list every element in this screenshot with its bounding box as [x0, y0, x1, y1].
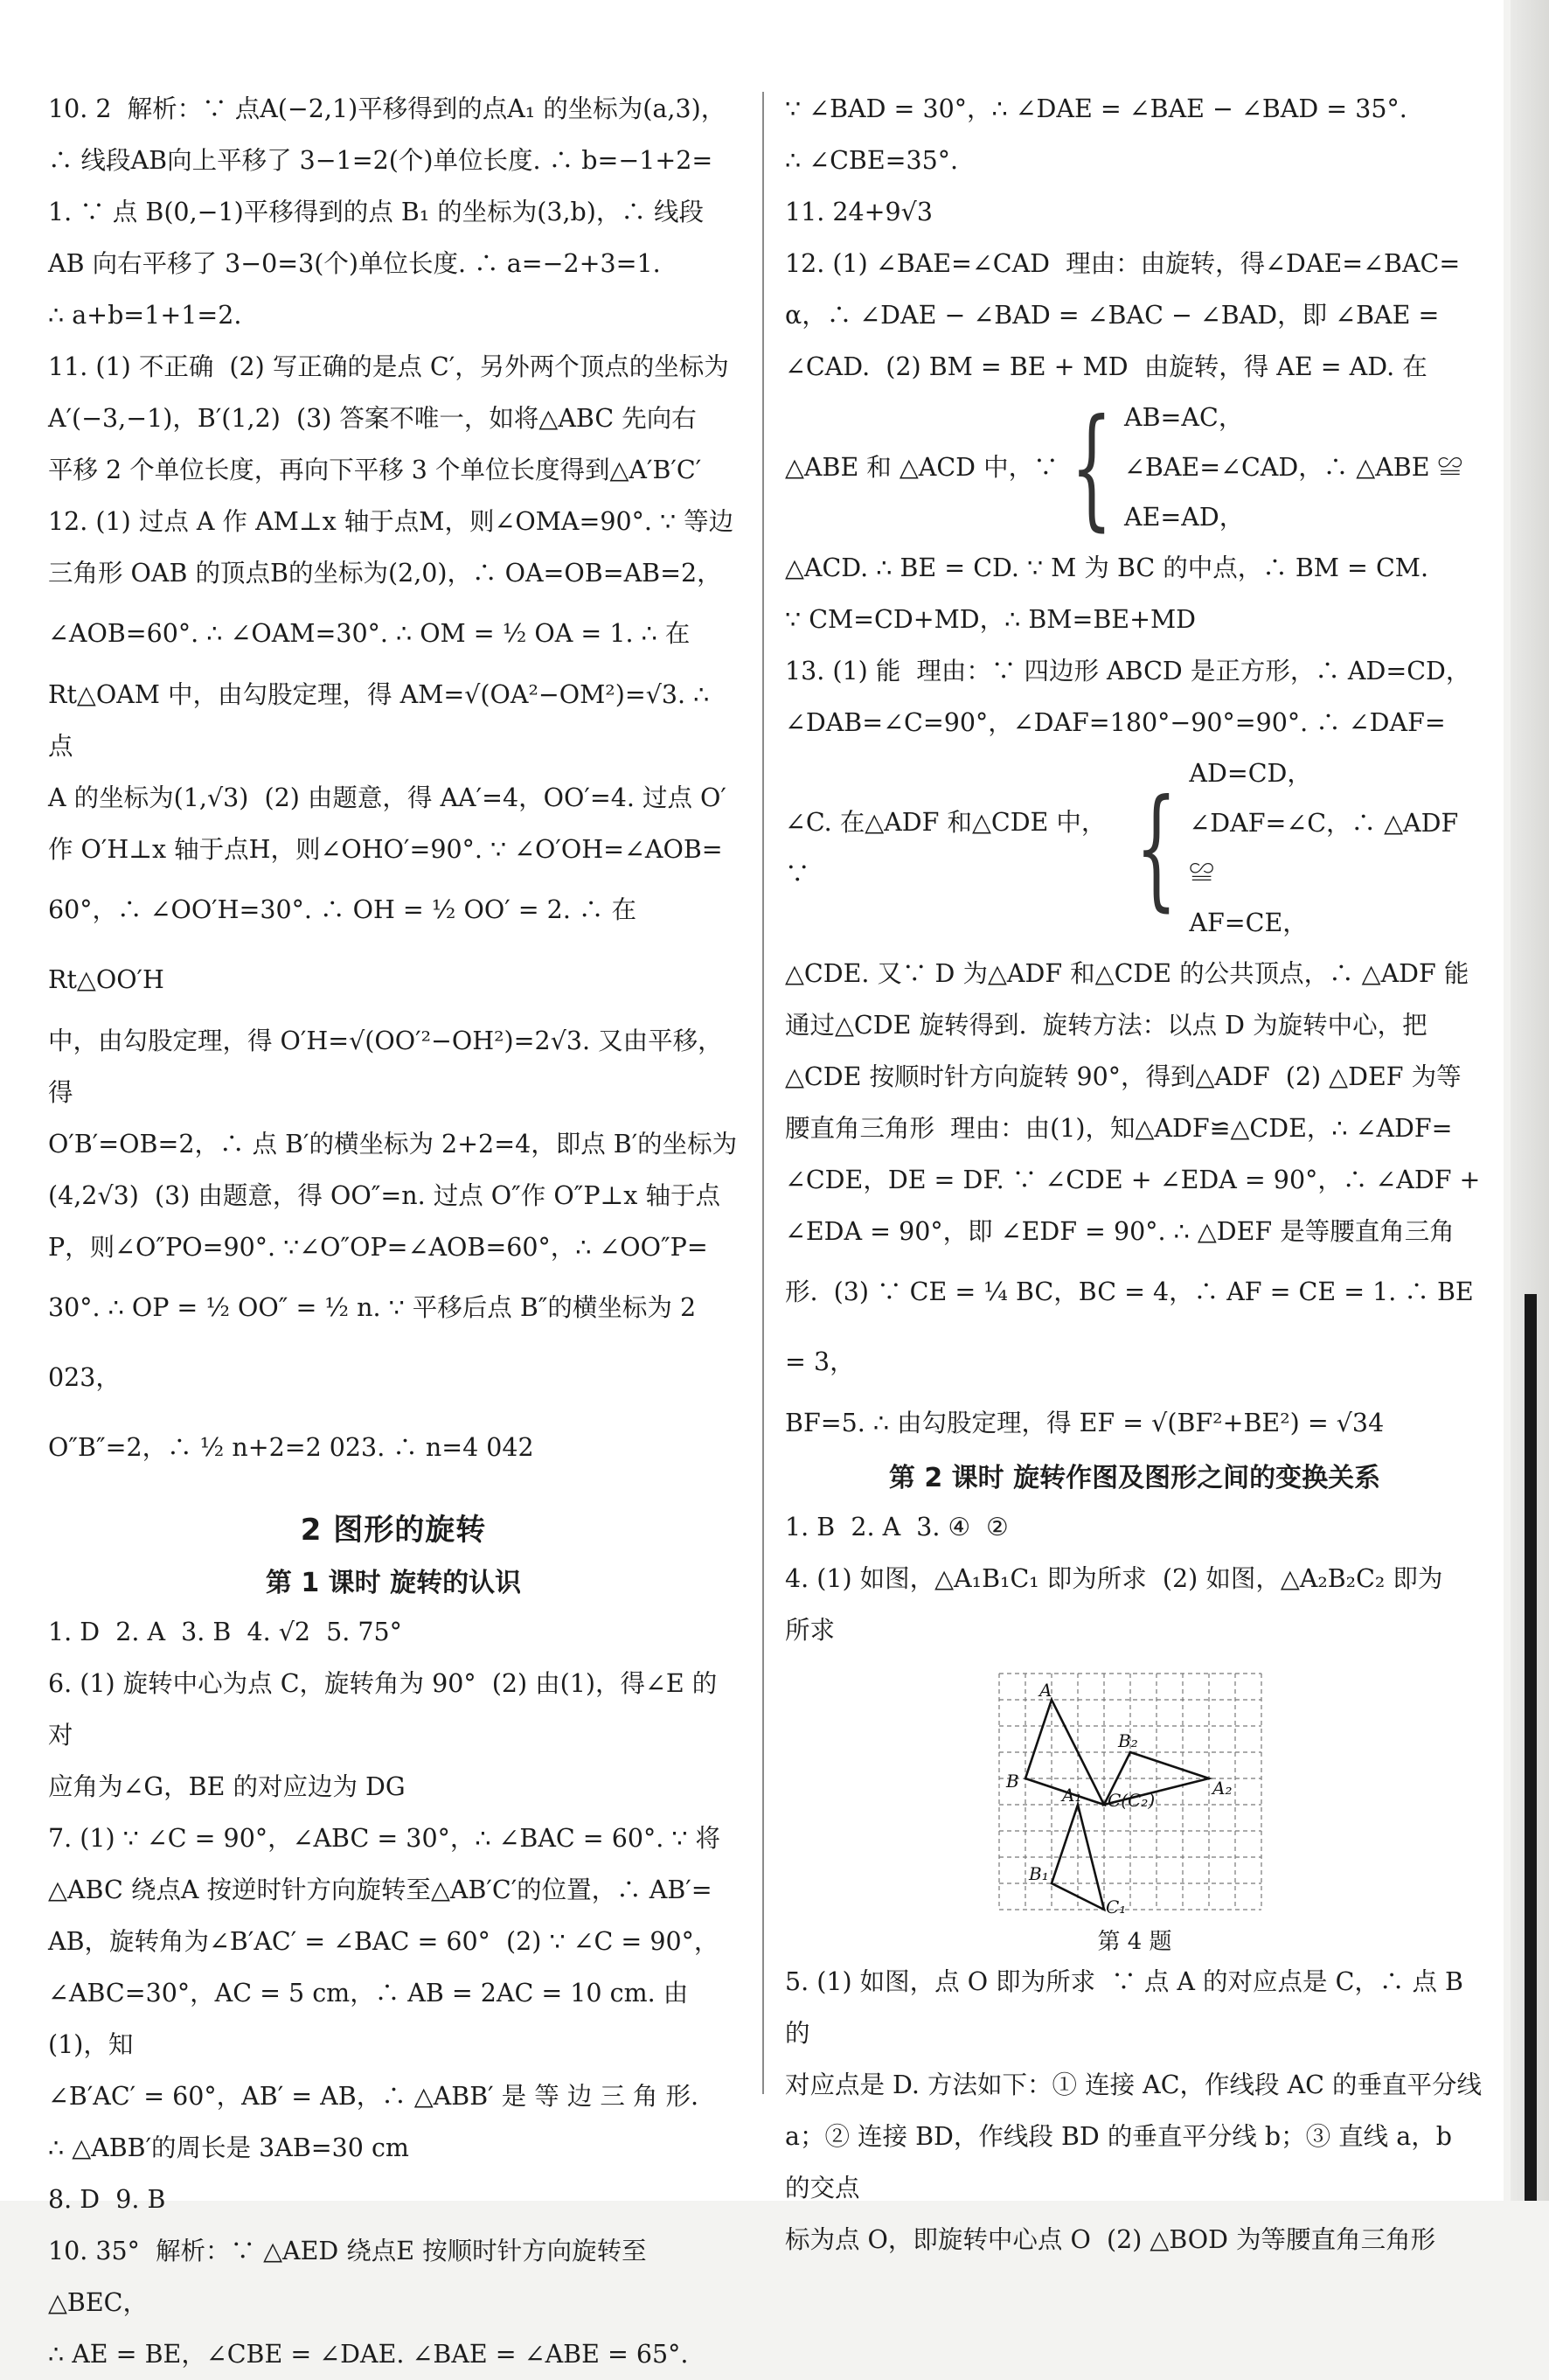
- text-line: ∠CDE，DE = DF. ∵ ∠CDE + ∠EDA = 90°，∴ ∠ADF +: [785, 1166, 1481, 1194]
- text-line: AB，旋转角为∠B′AC′ = ∠BAC = 60° (2) ∵ ∠C = 90°，: [48, 1927, 719, 1956]
- text-line: 三角形 OAB 的顶点B的坐标为(2,0)，∴ OA=OB=AB=2，: [48, 559, 722, 588]
- text-line: ∵ CM=CD+MD，∴ BM=BE+MD: [785, 605, 1196, 634]
- system-lines: [1189, 748, 1484, 948]
- text-line: 13. (1) 能 理由：∵ 四边形 ABCD 是正方形，∴ AD=CD，: [785, 657, 1471, 685]
- text-line: AB 向右平移了 3−0=3(个)单位长度. ∴ a=−2+3=1.: [48, 249, 661, 278]
- text-line: 1. B 2. A 3. ④ ②: [785, 1513, 1009, 1541]
- text-line: △CDE 按顺时针方向旋转 90°，得到△ADF (2) △DEF 为等: [785, 1062, 1462, 1091]
- system-line: AD=CD，: [1189, 759, 1312, 788]
- equation-system-1: [785, 393, 1484, 542]
- text-line: 中，由勾股定理，得 O′H=√(OO′²−OH²)=2√3. 又由平移，得: [48, 1026, 723, 1107]
- text-line: 5. (1) 如图，点 O 即为所求 ∵ 点 A 的对应点是 C，∴ 点 B 的: [785, 1967, 1472, 2048]
- text-line: 对应点是 D. 方法如下：① 连接 AC，作线段 AC 的垂直平分线: [785, 2070, 1483, 2099]
- text-line: ∠B′AC′ = 60°，AB′ = AB，∴ △ABB′ 是 等 边 三 角 形.: [48, 2082, 699, 2111]
- text-line: 6. (1) 旋转中心为点 C，旋转角为 90° (2) 由(1)，得∠E 的对: [48, 1669, 718, 1750]
- text-line: 平移 2 个单位长度，再向下平移 3 个单位长度得到△A′B′C′: [48, 456, 702, 484]
- text-line: ∠ABC=30°，AC = 5 cm，∴ AB = 2AC = 10 cm. 由(1)，知: [48, 1979, 689, 2059]
- text-line: 应角为∠G，BE 的对应边为 DG: [48, 1772, 406, 1801]
- text-line: P，则∠O″PO=90°. ∵∠O″OP=∠AOB=60°，∴ ∠OO″P=: [48, 1233, 708, 1262]
- right-column: [785, 83, 1484, 2265]
- text-line: △CDE. 又∵ D 为△ADF 和△CDE 的公共顶点，∴ △ADF 能: [785, 959, 1469, 988]
- system-lead-text: ∠C. 在△ADF 和△CDE 中，∵: [785, 808, 1107, 888]
- text-line: 60°，∴ ∠OO′H=30°. ∴ OH = ½ OO′ = 2. ∴ 在 Rt△OO′H: [48, 895, 645, 994]
- label-B1: B₁: [1029, 1863, 1049, 1884]
- text-line: 7. (1) ∵ ∠C = 90°，∠ABC = 30°，∴ ∠BAC = 60°. ∵ 将: [48, 1824, 721, 1853]
- label-B2: B₂: [1118, 1730, 1138, 1751]
- text-line: △ABC 绕点A 按逆时针方向旋转至△AB′C′的位置，∴ AB′=: [48, 1875, 712, 1904]
- text-line: 11. (1) 不正确 (2) 写正确的是点 C′，另外两个顶点的坐标为: [48, 352, 729, 381]
- section-title: 2 图形的旋转: [300, 1513, 487, 1548]
- text-line: 所求: [785, 1616, 836, 1645]
- label-C: C(C₂): [1108, 1790, 1156, 1811]
- figure-caption: 第 4 题: [1097, 1929, 1172, 1955]
- text-line: 作 O′H⊥x 轴于点H，则∠OHO′=90°. ∵ ∠O′OH=∠AOB=: [48, 835, 723, 864]
- equation-system-2: [785, 748, 1484, 948]
- binding-bar: [1525, 1294, 1537, 2201]
- text-line: ∠EDA = 90°，即 ∠EDF = 90°. ∴ △DEF 是等腰直角三角: [785, 1217, 1455, 1246]
- text-line: 1. D 2. A 3. B 4. √2 5. 75°: [48, 1618, 402, 1646]
- system-line: AB=AC，: [1124, 403, 1244, 432]
- system-line: ∠BAE=∠CAD，∴ △ABE ≌: [1124, 453, 1463, 482]
- label-A: A: [1039, 1680, 1052, 1701]
- text-line: ∠DAB=∠C=90°，∠DAF=180°−90°=90°. ∴ ∠DAF=: [785, 708, 1446, 737]
- figure-q4: [990, 1665, 1279, 1956]
- left-column: [48, 83, 739, 2380]
- text-line: ∴ 线段AB向上平移了 3−1=2(个)单位长度. ∴ b=−1+2=: [48, 146, 713, 175]
- text-line: 1. ∵ 点 B(0,−1)平移得到的点 B₁ 的坐标为(3,b)，∴ 线段: [48, 198, 704, 226]
- text-line: 形. (3) ∵ CE = ¼ BC，BC = 4，∴ AF = CE = 1. ∴ BE = 3，: [785, 1277, 1482, 1376]
- text-line: 通过△CDE 旋转得到. 旋转方法：以点 D 为旋转中心，把: [785, 1011, 1427, 1040]
- text-line: BF=5. ∴ 由勾股定理，得 EF = √(BF²+BE²) = √34: [785, 1409, 1385, 1437]
- text-line: 10. 35° 解析：∵ △AED 绕点E 按顺时针方向旋转至△BEC，: [48, 2237, 647, 2317]
- system-lead-text: △ABE 和 △ACD 中，∵: [785, 453, 1059, 482]
- text-line: 标为点 O，即旋转中心点 O (2) △BOD 为等腰直角三角形: [785, 2225, 1436, 2254]
- system-line: AE=AD，: [1124, 503, 1245, 532]
- text-line: (4,2√3) (3) 由题意，得 OO″=n. 过点 O″作 O″P⊥x 轴于点: [48, 1181, 720, 1210]
- text-line: ∵ ∠BAD = 30°，∴ ∠DAE = ∠BAE − ∠BAD = 35°.: [785, 94, 1407, 123]
- brace-icon: {: [1135, 772, 1177, 924]
- text-line: O″B″=2，∴ ½ n+2=2 023. ∴ n=4 042: [48, 1433, 534, 1462]
- text-line: ∠CAD. (2) BM = BE + MD 由旋转，得 AE = AD. 在: [785, 352, 1427, 381]
- system-lines: [1124, 393, 1462, 542]
- text-line: △ACD. ∴ BE = CD. ∵ M 为 BC 的中点，∴ BM = CM.: [785, 553, 1429, 582]
- column-divider: [762, 92, 764, 2094]
- grid-figure: [990, 1665, 1279, 1918]
- text-line: 4. (1) 如图，△A₁B₁C₁ 即为所求 (2) 如图，△A₂B₂C₂ 即为: [785, 1564, 1443, 1593]
- lesson-title: 第 2 课时 旋转作图及图形之间的变换关系: [888, 1463, 1381, 1493]
- text-line: ∴ AE = BE，∠CBE = ∠DAE. ∠BAE = ∠ABE = 65°.: [48, 2340, 689, 2369]
- text-line: ∴ △ABB′的周长是 3AB=30 cm: [48, 2133, 409, 2162]
- text-line: 8. D 9. B: [48, 2185, 166, 2214]
- text-line: 10. 2 解析：∵ 点A(−2,1)平移得到的点A₁ 的坐标为(a,3)，: [48, 94, 726, 123]
- system-line: AF=CE，: [1189, 908, 1308, 937]
- text-line: ∴ ∠CBE=35°.: [785, 146, 959, 175]
- label-A2: A₂: [1212, 1778, 1233, 1799]
- text-line: 11. 24+9√3: [785, 198, 933, 226]
- text-line: O′B′=OB=2，∴ 点 B′的横坐标为 2+2=4，即点 B′的坐标为: [48, 1130, 738, 1159]
- text-line: ∠AOB=60°. ∴ ∠OAM=30°. ∴ OM = ½ OA = 1. ∴ 在: [48, 619, 691, 648]
- text-line: 12. (1) 过点 A 作 AM⊥x 轴于点M，则∠OMA=90°. ∵ 等边: [48, 507, 734, 536]
- text-line: α，∴ ∠DAE − ∠BAD = ∠BAC − ∠BAD，即 ∠BAE =: [785, 301, 1440, 330]
- brace-icon: {: [1070, 391, 1113, 544]
- text-line: A 的坐标为(1,√3) (2) 由题意，得 AA′=4，OO′=4. 过点 O′: [48, 783, 726, 812]
- system-line: ∠DAF=∠C，∴ △ADF ≌: [1189, 809, 1459, 887]
- lesson-title: 第 1 课时 旋转的认识: [265, 1568, 522, 1598]
- text-line: Rt△OAM 中，由勾股定理，得 AM=√(OA²−OM²)=√3. ∴ 点: [48, 680, 718, 761]
- text-line: A′(−3,−1)，B′(1,2) (3) 答案不唯一，如将△ABC 先向右: [48, 404, 697, 433]
- label-A1: A₁: [1062, 1785, 1082, 1806]
- label-C1: C₁: [1106, 1896, 1127, 1917]
- label-B: B: [1006, 1771, 1019, 1792]
- text-line: 12. (1) ∠BAE=∠CAD 理由：由旋转，得∠DAE=∠BAC=: [785, 249, 1461, 278]
- text-line: 30°. ∴ OP = ½ OO″ = ½ n. ∵ 平移后点 B″的横坐标为 2 023，: [48, 1293, 705, 1392]
- text-line: 腰直角三角形 理由：由(1)，知△ADF≌△CDE，∴ ∠ADF=: [785, 1114, 1453, 1143]
- text-line: a；② 连接 BD，作线段 BD 的垂直平分线 b；③ 直线 a，b 的交点: [785, 2122, 1461, 2203]
- text-line: ∴ a+b=1+1=2.: [48, 301, 242, 330]
